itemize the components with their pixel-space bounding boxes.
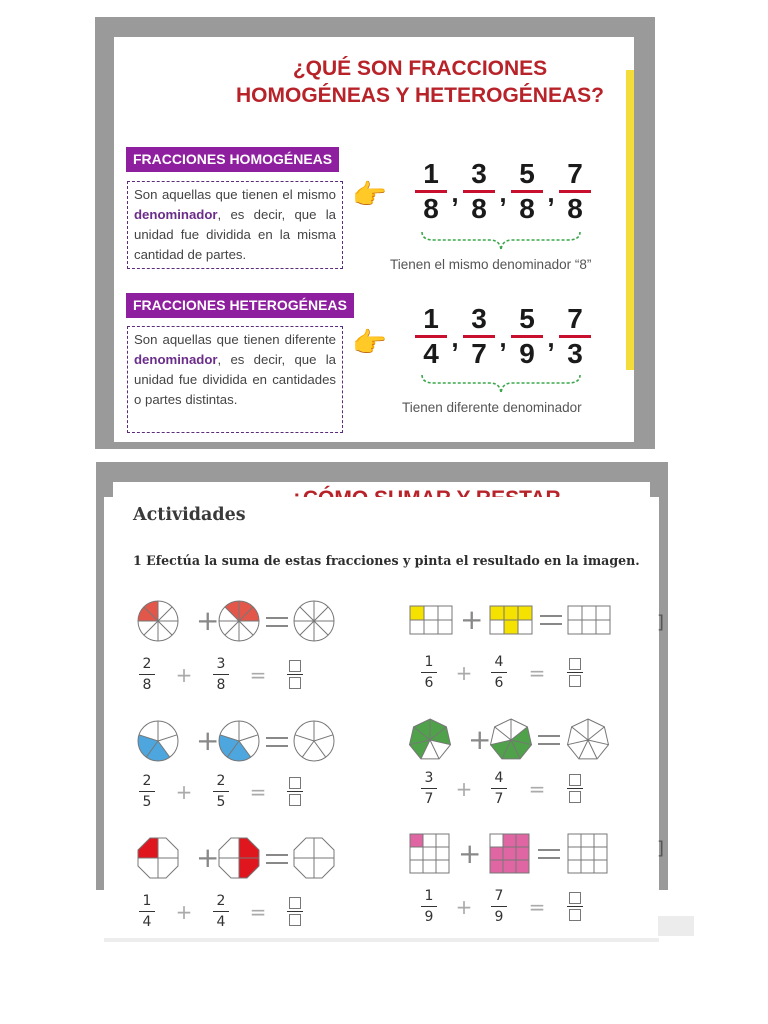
fraction <box>557 160 593 223</box>
denominator-box[interactable] <box>289 677 301 689</box>
edge-bracket: ] <box>657 838 665 859</box>
comma: , <box>499 323 507 353</box>
numerator: 2 <box>216 893 226 909</box>
numerator: 2 <box>142 773 152 789</box>
denominator: 7 <box>471 338 487 369</box>
comma: , <box>451 178 459 208</box>
fraction <box>413 160 449 223</box>
main-title-line1: ¿QUÉ SON FRACCIONES <box>292 57 548 80</box>
svg-text:+: + <box>196 604 220 637</box>
denominator: 4 <box>423 338 439 369</box>
expression-4 <box>418 770 586 807</box>
fraction <box>413 305 449 368</box>
circle-5-b <box>219 721 259 761</box>
figure-circle-5 <box>136 718 341 764</box>
answer-input[interactable] <box>564 892 586 921</box>
figure-rect-6 <box>408 604 613 636</box>
rect-6-result <box>568 606 610 634</box>
expression-2 <box>418 654 586 691</box>
comma: , <box>547 178 555 208</box>
numerator: 1 <box>142 893 152 909</box>
activity-instruction: 1 Efectúa la suma de estas fracciones y pinta el resultado en la imagen. <box>133 553 640 568</box>
heterogeneous-fractions <box>413 305 593 368</box>
denominator: 8 <box>142 677 152 693</box>
denominator: 8 <box>519 193 535 224</box>
numerator: 7 <box>567 158 583 189</box>
numerator: 5 <box>519 303 535 334</box>
fraction <box>461 160 497 223</box>
fraction <box>461 305 497 368</box>
denominator-box[interactable] <box>569 909 581 921</box>
numerator: 5 <box>519 158 535 189</box>
curly-brace-icon <box>420 230 582 252</box>
fraction-b <box>488 654 510 691</box>
fraction-a <box>418 770 440 807</box>
denominator: 5 <box>216 794 226 810</box>
heterogeneous-caption: Tienen diferente denominador <box>402 400 582 415</box>
circle-8-a <box>138 601 178 641</box>
equals-sign: = <box>528 776 546 801</box>
fraction-b <box>210 773 232 810</box>
denominator-box[interactable] <box>569 791 581 803</box>
numerator: 1 <box>424 888 434 904</box>
grid-9-a <box>410 834 449 873</box>
grid-9-result <box>568 834 607 873</box>
heterogeneous-definition <box>127 326 343 433</box>
denominator-box[interactable] <box>569 675 581 687</box>
denominator-box[interactable] <box>289 914 301 926</box>
homogeneous-def-bold: denominador <box>134 207 218 222</box>
plus-sign: + <box>455 776 473 801</box>
fraction-b <box>210 656 232 693</box>
circle-8-b <box>219 601 259 641</box>
heptagon-7-a <box>410 719 451 759</box>
denominator: 4 <box>216 914 226 930</box>
denominator: 9 <box>424 909 434 925</box>
svg-text:+: + <box>460 604 484 636</box>
numerator: 1 <box>424 654 434 670</box>
denominator-box[interactable] <box>289 794 301 806</box>
comma: , <box>451 323 459 353</box>
numerator-box[interactable] <box>289 777 301 789</box>
answer-input[interactable] <box>564 774 586 803</box>
numerator-box[interactable] <box>569 774 581 786</box>
equals-sign: = <box>249 662 267 687</box>
octagon-4-b <box>219 838 259 878</box>
expression-3 <box>136 773 306 810</box>
denominator: 9 <box>494 909 504 925</box>
denominator: 7 <box>424 791 434 807</box>
answer-input[interactable] <box>284 897 306 926</box>
expression-5 <box>136 893 306 930</box>
denominator: 4 <box>142 914 152 930</box>
equals-sign: = <box>528 894 546 919</box>
circle-5-a <box>138 721 178 761</box>
pointing-hand-icon: 👉 <box>352 178 387 211</box>
denominator: 8 <box>216 677 226 693</box>
numerator-box[interactable] <box>569 892 581 904</box>
figure-circle-8 <box>136 598 341 644</box>
numerator: 4 <box>494 654 504 670</box>
denominator: 9 <box>519 338 535 369</box>
fraction-b <box>488 770 510 807</box>
heterogeneous-def-text2: , es decir, que la unidad fue dividida en cantidades o partes distintas. <box>134 352 336 407</box>
numerator: 3 <box>216 656 226 672</box>
numerator-box[interactable] <box>569 658 581 670</box>
octagon-4-result <box>294 838 334 878</box>
heptagon-7-result <box>568 719 609 759</box>
figure-grid-9 <box>408 832 613 876</box>
fraction-b <box>210 893 232 930</box>
numerator: 1 <box>423 158 439 189</box>
numerator: 3 <box>471 158 487 189</box>
activities-title: Actividades <box>133 505 246 525</box>
rect-6-a <box>410 606 452 634</box>
figure-octagon-4 <box>136 835 341 881</box>
numerator-box[interactable] <box>289 897 301 909</box>
numerator: 2 <box>142 656 152 672</box>
plus-sign: + <box>175 899 193 924</box>
expression-1 <box>136 656 306 693</box>
numerator: 3 <box>471 303 487 334</box>
denominator: 7 <box>494 791 504 807</box>
heterogeneous-def-bold: denominador <box>134 352 218 367</box>
circle-8-result <box>294 601 334 641</box>
curly-brace-icon <box>420 373 582 395</box>
denominator: 8 <box>567 193 583 224</box>
equals-sign: = <box>528 660 546 685</box>
answer-input[interactable] <box>284 777 306 806</box>
plus-sign: + <box>455 894 473 919</box>
svg-text:+: + <box>196 724 220 757</box>
denominator: 8 <box>423 193 439 224</box>
fraction-a <box>418 654 440 691</box>
main-title-line2: HOMOGÉNEAS Y HETEROGÉNEAS? <box>236 84 604 107</box>
yellow-edge-stripe <box>626 70 634 370</box>
homogeneous-def-text2: , es decir, que la unidad fue dividida en la misma cantidad de partes. <box>134 207 336 262</box>
svg-text:+: + <box>458 837 482 870</box>
numerator: 1 <box>423 303 439 334</box>
rect-6-b <box>490 606 532 634</box>
svg-text:+: + <box>196 841 220 874</box>
numerator: 3 <box>424 770 434 786</box>
octagon-4-a <box>138 838 178 878</box>
sheet-bottom-strip <box>104 938 659 942</box>
fraction <box>509 305 545 368</box>
denominator: 3 <box>567 338 583 369</box>
homogeneous-fractions <box>413 160 593 223</box>
heterogeneous-label: FRACCIONES HETEROGÉNEAS <box>126 293 354 318</box>
denominator: 6 <box>424 675 434 691</box>
heptagon-7-b <box>491 719 532 759</box>
expression-6 <box>418 888 586 925</box>
homogeneous-caption: Tienen el mismo denominador “8” <box>390 257 592 272</box>
numerator: 4 <box>494 770 504 786</box>
answer-input[interactable] <box>564 658 586 687</box>
comma: , <box>547 323 555 353</box>
fraction-b <box>488 888 510 925</box>
homogeneous-definition <box>127 181 343 269</box>
homogeneous-def-text1: Son aquellas que tienen el mismo <box>134 187 336 202</box>
fraction-a <box>136 773 158 810</box>
comma: , <box>499 178 507 208</box>
equals-sign: = <box>249 899 267 924</box>
gray-patch <box>658 916 694 936</box>
numerator-box[interactable] <box>289 660 301 672</box>
figure-heptagon-7 <box>408 716 613 764</box>
plus-sign: + <box>455 660 473 685</box>
fraction <box>509 160 545 223</box>
numerator: 7 <box>567 303 583 334</box>
edge-bracket: ] <box>657 612 665 633</box>
heterogeneous-def-text1: Son aquellas que tienen diferente <box>134 332 336 347</box>
fraction-a <box>418 888 440 925</box>
plus-sign: + <box>175 779 193 804</box>
homogeneous-label: FRACCIONES HOMOGÉNEAS <box>126 147 339 172</box>
fraction-a <box>136 656 158 693</box>
fraction <box>557 305 593 368</box>
answer-input[interactable] <box>284 660 306 689</box>
numerator: 7 <box>494 888 504 904</box>
svg-text:+: + <box>468 723 492 756</box>
numerator: 2 <box>216 773 226 789</box>
denominator: 5 <box>142 794 152 810</box>
fraction-a <box>136 893 158 930</box>
denominator: 6 <box>494 675 504 691</box>
denominator: 8 <box>471 193 487 224</box>
plus-sign: + <box>175 662 193 687</box>
main-title <box>215 55 625 109</box>
pointing-hand-icon: 👉 <box>352 326 387 359</box>
equals-sign: = <box>249 779 267 804</box>
circle-5-result <box>294 721 334 761</box>
grid-9-b <box>490 834 529 873</box>
